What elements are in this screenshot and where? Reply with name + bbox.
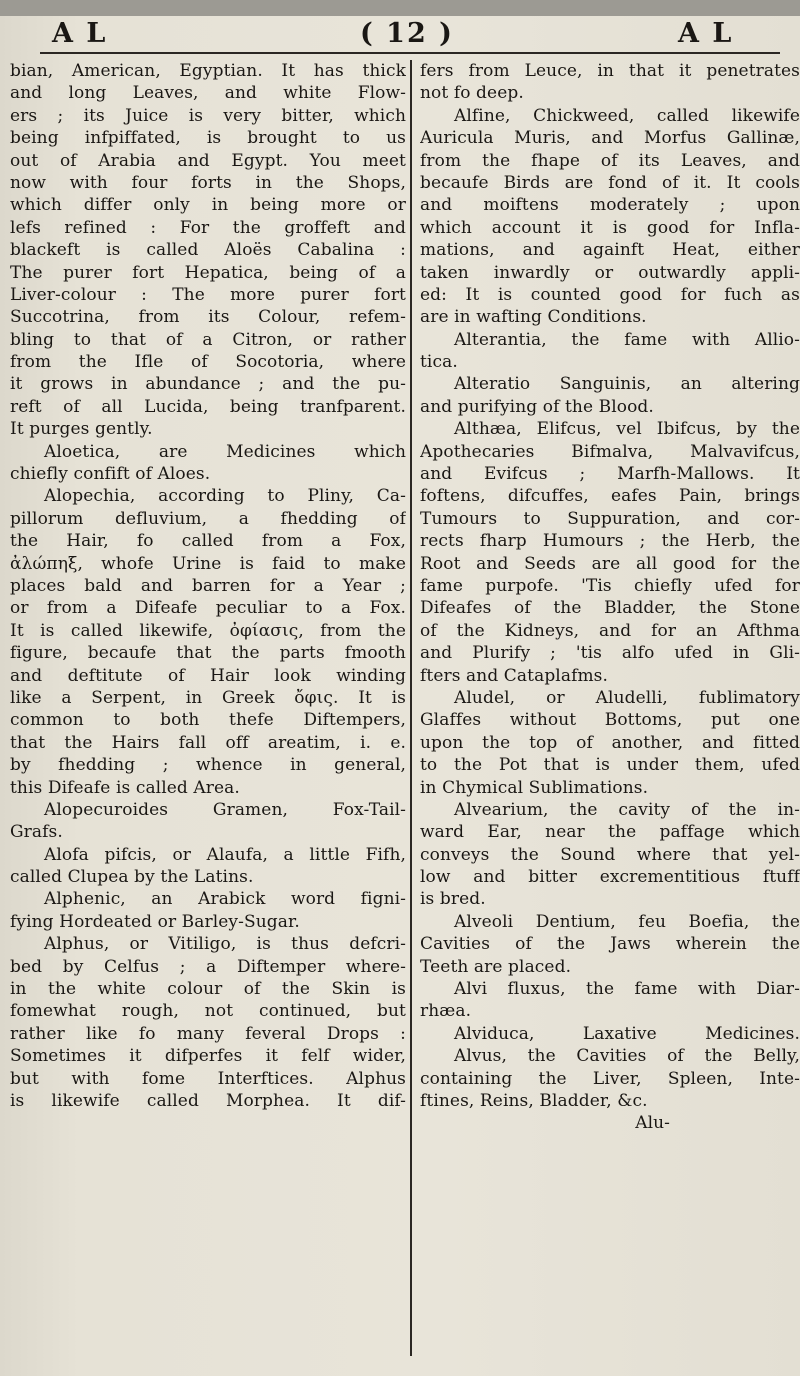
left-column-line: it grows in abundance ; and the pu- (10, 374, 406, 395)
left-column-line: figure, becaufe that the parts fmooth (10, 643, 406, 664)
right-column-line: Althæa, Elifcus, vel Ibifcus, by the (454, 419, 800, 440)
left-column-line: fying Hordeated or Barley-Sugar. (10, 911, 300, 932)
left-column-line: places bald and barren for a Year ; (10, 575, 406, 596)
right-column-line: and Plurify ; 'tis alfo ufed in Gli- (420, 643, 800, 664)
right-column-line: taken inwardly or outwardly appli- (420, 262, 800, 283)
left-column-line: pillorum defluvium, a fhedding of (10, 508, 406, 529)
right-column-line: are in wafting Conditions. (420, 307, 647, 328)
left-column-line: in the white colour of the Skin is (10, 979, 406, 1000)
right-column-line: fers from Leuce, in that it penetrates (420, 61, 800, 81)
right-column-line: Root and Seeds are all good for the (420, 553, 800, 574)
left-column-line: Alopechia, according to Pliny, Ca- (44, 486, 406, 507)
running-head (0, 18, 800, 52)
right-column-line: Cavities of the Jaws wherein the (420, 934, 800, 955)
right-column-line: Glaffes without Bottoms, put one (420, 710, 800, 731)
left-column-line: ers ; its Juice is very bitter, which (10, 105, 406, 126)
right-column-line: fame purpofe. 'Tis chiefly ufed for (420, 575, 800, 596)
left-column-line: Aloetica, are Medicines which (44, 441, 406, 462)
left-column-line: which differ only in being more or (10, 195, 406, 216)
page-number: ( 12 ) (360, 18, 454, 49)
left-column-line: Liver-colour : The more purer fort (10, 284, 406, 305)
left-column-line: called Clupea by the Latins. (10, 867, 254, 888)
left-column-line: ἀλώπηξ, whofe Urine is faid to make (10, 553, 406, 574)
left-column-line: Alofa pifcis, or Alaufa, a little Fifh, (44, 844, 406, 865)
right-column-line: Alveoli Dentium, feu Boefia, the (454, 911, 800, 932)
left-column-line: It is called likewife, ὀφίασις, from the (10, 620, 406, 641)
left-column-line: The purer fort Hepatica, being of a (10, 262, 406, 283)
right-column-line: becaufe Birds are fond of it. It cools (420, 172, 800, 193)
right-column-line: Aludel, or Aludelli, fublimatory (454, 687, 800, 708)
left-column-line: by fhedding ; whence in general, (10, 755, 406, 776)
right-column-line: rhæa. (420, 1001, 472, 1022)
left-column-line: Grafs. (10, 822, 63, 843)
left-column-line: Sometimes it difperfes it felf wider, (10, 1046, 406, 1067)
left-column-line: Succotrina, from its Colour, refem- (10, 307, 406, 328)
right-column-line: Alu- (635, 1113, 670, 1134)
left-column-line: the Hair, fo called from a Fox, (10, 531, 406, 552)
scan-edge-stripe (0, 0, 800, 16)
left-column-line: bling to that of a Citron, or rather (10, 329, 406, 350)
right-column-line: upon the top of another, and fitted (420, 732, 800, 753)
left-column-line: out of Arabia and Egypt. You meet (10, 150, 406, 171)
left-column-line: reft of all Lucida, being tranfparent. (10, 396, 406, 417)
left-column-line: common to both thefe Diftempers, (10, 710, 406, 731)
right-column-line: tica. (420, 352, 458, 373)
right-column-line: in Chymical Sublimations. (420, 777, 649, 798)
right-column-line: from the fhape of its Leaves, and (420, 150, 800, 171)
left-column-line: bian, American, Egyptian. It has thick (10, 61, 406, 81)
left-column-line: being infpiffated, is brought to us (10, 128, 406, 149)
right-column-line: Auricula Muris, and Morfus Gallinæ, (420, 128, 800, 149)
right-column-line: is bred. (420, 889, 486, 910)
left-column-line: now with four forts in the Shops, (10, 172, 406, 193)
left-column-line: Alphenic, an Arabick word figni- (44, 889, 406, 910)
right-column-line: mations, and againft Heat, either (420, 240, 800, 261)
running-head-left: A L (52, 18, 108, 49)
right-column-line: Difeafes of the Bladder, the Stone (420, 598, 800, 619)
right-column-line: of the Kidneys, and for an Afthma (420, 620, 800, 641)
left-column-line: and long Leaves, and white Flow- (10, 83, 406, 104)
left-column-line: blackeft is called Aloës Cabalina : (10, 240, 406, 261)
right-column-line: containing the Liver, Spleen, Inte- (420, 1068, 800, 1089)
right-column-line: Alviduca, Laxative Medicines. (454, 1023, 800, 1044)
right-column-line: conveys the Sound where that yel- (420, 844, 800, 865)
left-column-line: or from a Difeafe peculiar to a Fox. (10, 598, 406, 619)
header-rule (40, 52, 780, 54)
left-column-line: rather like fo many feveral Drops : (10, 1023, 406, 1044)
left-column-line: It purges gently. (10, 419, 153, 440)
right-column-line: foftens, difcuffes, eafes Pain, brings (420, 486, 800, 507)
right-column-line: fters and Cataplafms. (420, 665, 609, 686)
right-column-line: and Evifcus ; Marfh-Mallows. It (420, 464, 800, 485)
right-column-line: Alteratio Sanguinis, an altering (454, 374, 800, 395)
left-column-line: this Difeafe is called Area. (10, 777, 240, 798)
left-column-line: is likewife called Morphea. It dif- (10, 1090, 406, 1111)
right-column-line: ed: It is counted good for fuch as (420, 284, 800, 305)
right-column-line: Alvearium, the cavity of the in- (454, 799, 800, 820)
right-column-line: Alterantia, the fame with Allio- (454, 329, 800, 350)
right-column-line: Alvi fluxus, the fame with Diar- (454, 979, 800, 1000)
right-column (420, 60, 800, 1360)
right-column-line: and moiftens moderately ; upon (420, 195, 800, 216)
left-column-line: lefs refined : For the groffeft and (10, 217, 406, 238)
right-column-line: ftines, Reins, Bladder, &c. (420, 1090, 648, 1111)
left-column (10, 60, 406, 1360)
column-divider (410, 60, 412, 1356)
right-column-line: to the Pot that is under them, ufed (420, 755, 800, 776)
right-column-line: Alvus, the Cavities of the Belly, (454, 1046, 800, 1067)
right-column-line: Teeth are placed. (420, 956, 572, 977)
left-column-line: chiefly confift of Aloes. (10, 464, 211, 485)
left-column-line: and deftitute of Hair look winding (10, 665, 406, 686)
left-column-line: like a Serpent, in Greek ὄφις. It is (10, 687, 406, 708)
left-column-line: Alopecuroides Gramen, Fox-Tail- (44, 799, 406, 820)
right-column-line: not fo deep. (420, 83, 524, 104)
left-column-line: but with fome Interftices. Alphus (10, 1068, 406, 1089)
right-column-line: ward Ear, near the paffage which (420, 822, 800, 843)
left-column-line: bed by Celfus ; a Diftemper where- (10, 956, 406, 977)
right-column-line: which account it is good for Infla- (420, 217, 800, 238)
right-column-line: rects fharp Humours ; the Herb, the (420, 531, 800, 552)
right-column-line: Tumours to Suppuration, and cor- (420, 508, 800, 529)
left-column-line: that the Hairs fall off areatim, i. e. (10, 732, 406, 753)
right-column-line: Alfine, Chickweed, called likewife (454, 105, 800, 126)
left-column-line: Alphus, or Vitiligo, is thus defcri- (44, 934, 406, 955)
right-column-line: and purifying of the Blood. (420, 396, 654, 417)
running-head-right: A L (678, 18, 734, 49)
left-column-line: fomewhat rough, not continued, but (10, 1001, 406, 1022)
right-column-line: low and bitter excrementitious ftuff (420, 867, 800, 888)
right-column-line: Apothecaries Bifmalva, Malvavifcus, (420, 441, 800, 462)
left-column-line: from the Ifle of Socotoria, where (10, 352, 406, 373)
